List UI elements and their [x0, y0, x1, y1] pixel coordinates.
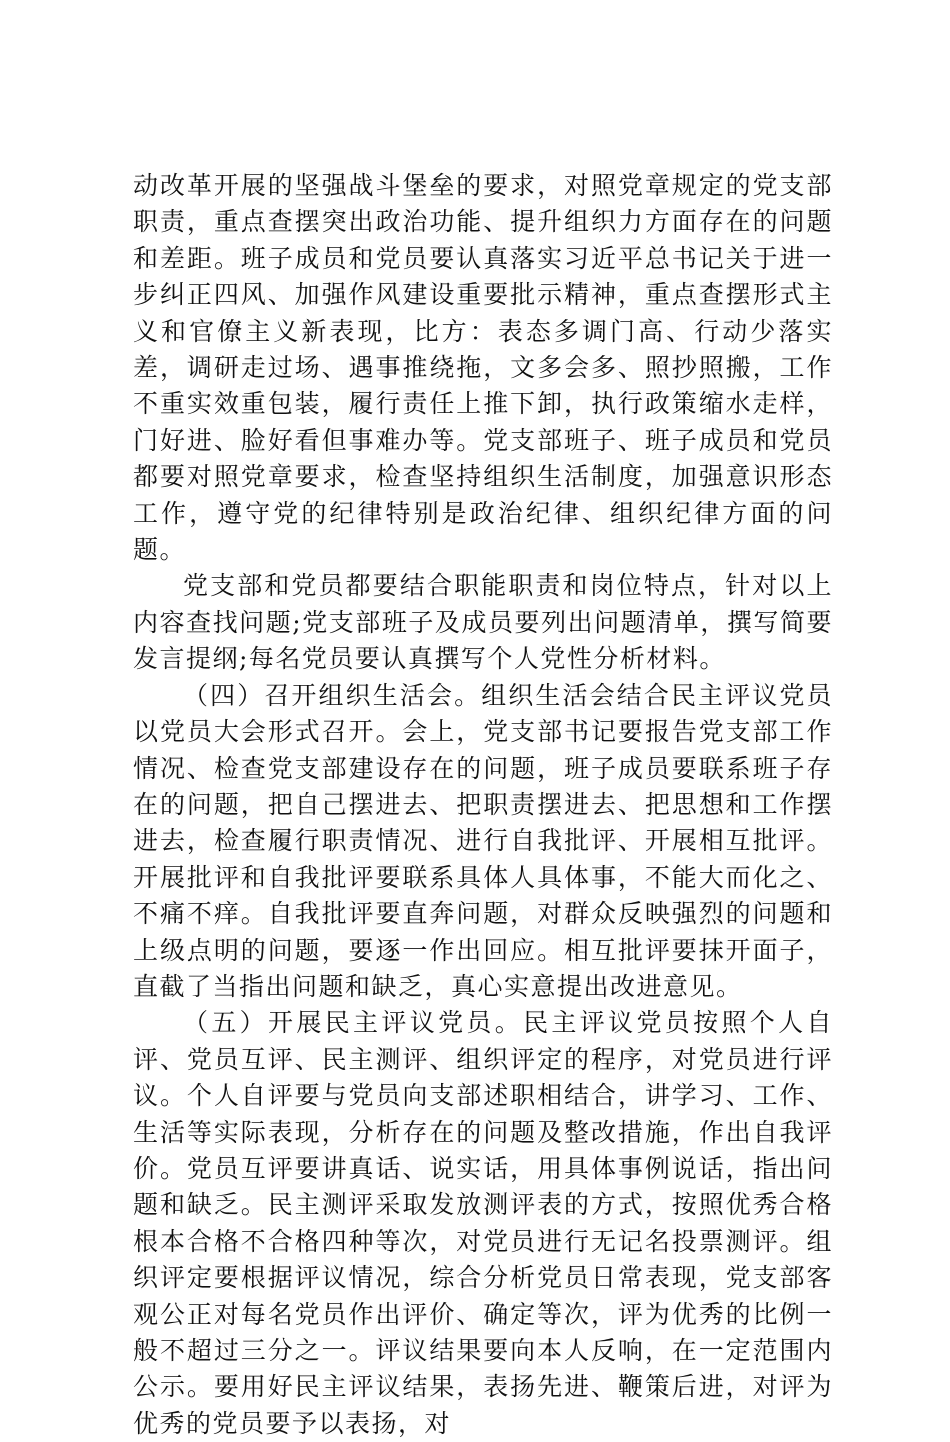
paragraph-continued: 动改革开展的坚强战斗堡垒的要求，对照党章规定的党支部职责，重点查摆突出政治功能、提升组织力方面存在的问题和差距。班子成员和党员要认真落实习近平总书记关于进一步纠正四风、加强作风建设重要批示精神，重点查摆形式主义和官僚主义新表现，比方：表态多调门高、行动少落实差，调研走过场、遇事推绕拖，文多会多、照抄照搬，工作不重实效重包装，履行责任上推下卸，执行政策缩水走样，门好进、脸好看但事难办等。党支部班子、班子成员和党员都要对照党章要求，检查坚持组织生活制度，加强意识形态工作，遵守党的纪律特别是政治纪律、组织纪律方面的问题。 [133, 171, 833, 565]
paragraph-section-4: （四）召开组织生活会。组织生活会结合民主评议党员以党员大会形式召开。会上，党支部书记要报告党支部工作情况、检查党支部建设存在的问题，班子成员要联系班子存在的问题，把自己摆进去、把职责摆进去、把思想和工作摆进去，检查履行职责情况、进行自我批评、开展相互批评。开展批评和自我批评要联系具体人具体事，不能大而化之、不痛不痒。自我批评要直奔问题，对群众反映强烈的问题和上级点明的问题，要逐一作出回应。相互批评要抹开面子，直截了当指出问题和缺乏，真心实意提出改进意见。 [133, 680, 833, 1001]
document-body [133, 168, 833, 1442]
paragraph-section-5: （五）开展民主评议党员。民主评议党员按照个人自评、党员互评、民主测评、组织评定的程序，对党员进行评议。个人自评要与党员向支部述职相结合，讲学习、工作、生活等实际表现，分析存在的问题及整改措施，作出自我评价。党员互评要讲真话、说实话，用具体事例说话，指出问题和缺乏。民主测评采取发放测评表的方式，按照优秀合格根本合格不合格四种等次，对党员进行无记名投票测评。组织评定要根据评议情况，综合分析党员日常表现，党支部客观公正对每名党员作出评价、确定等次，评为优秀的比例一般不超过三分之一。评议结果要向本人反响，在一定范围内公示。要用好民主评议结果，表扬先进、鞭策后进，对评为优秀的党员要予以表扬，对 [133, 1008, 833, 1438]
paragraph-problem-finding: 党支部和党员都要结合职能职责和岗位特点，针对以上内容查找问题;党支部班子及成员要列出问题清单，撰写简要发言提纲;每名党员要认真撰写个人党性分析材料。 [133, 571, 833, 674]
